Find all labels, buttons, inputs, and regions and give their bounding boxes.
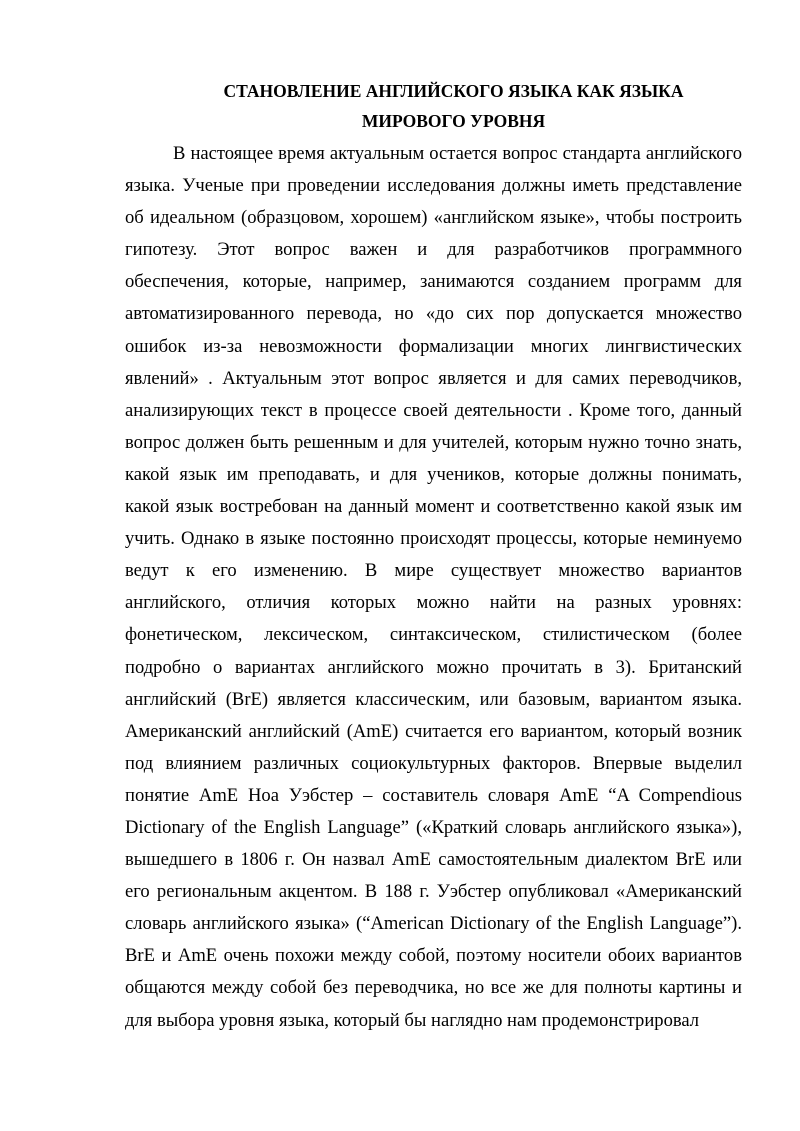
title-line-2: МИРОВОГО УРОВНЯ [361,111,546,131]
body-paragraph: В настоящее время актуальным остается вопрос стандарта английского языка. Ученые при проведении исследования должны иметь представление об идеальном (образцовом, хорошем) «английском языке», чтобы построить гипотезу. Этот вопрос важен и для разработчиков программного обеспечения, которые, например, занимаются созданием программ для автоматизированного перевода, но «до сих пор допускается множество ошибок из-за невозможности формализации многих лингвистических явлений» . Актуальным этот вопрос является и для самих переводчиков, анализирующих текст в процессе своей деятельности . Кроме того, данный вопрос должен быть решенным и для учителей, которым нужно точно знать, какой язык им преподавать, и для учеников, которые должны понимать, какой язык востребован на данный момент и соответственно какой язык им учить. Однако в языке постоянно происходят процессы, которые неминуемо ведут к его изменению. В мире существует множество вариантов английского, отличия которых можно найти на разных уровнях: фонетическом, лексическом, синтаксическом, стилистическом (более подробно о вариантах английского можно прочитать в 3). Британский английский (BrE) является классическим, или базовым, вариантом языка. Американский английский (AmE) считается его вариантом, который возник под влиянием различных социокультурных факторов. Впервые выделил понятие AmE Ноа Уэбстер – составитель словаря AmE “A Compendious Dictionary of the English Language” («Краткий словарь английского языка»), вышедшего в 1806 г. Он назвал AmE самостоятельным диалектом BrE или его региональным акцентом. В 188 г. Уэбстер опубликовал «Американский словарь английского языка» (“American Dictionary of the English Language”). BrE и AmE очень похожи между собой, поэтому носители обоих вариантов общаются между собой без переводчика, но все же для полноты картины и для выбора уровня языка, который бы наглядно нам продемонстрировал [125,143,742,1031]
title-line-1: СТАНОВЛЕНИЕ АНГЛИЙСКОГО ЯЗЫКА КАК ЯЗЫКА [223,81,684,101]
document-title [125,76,742,136]
